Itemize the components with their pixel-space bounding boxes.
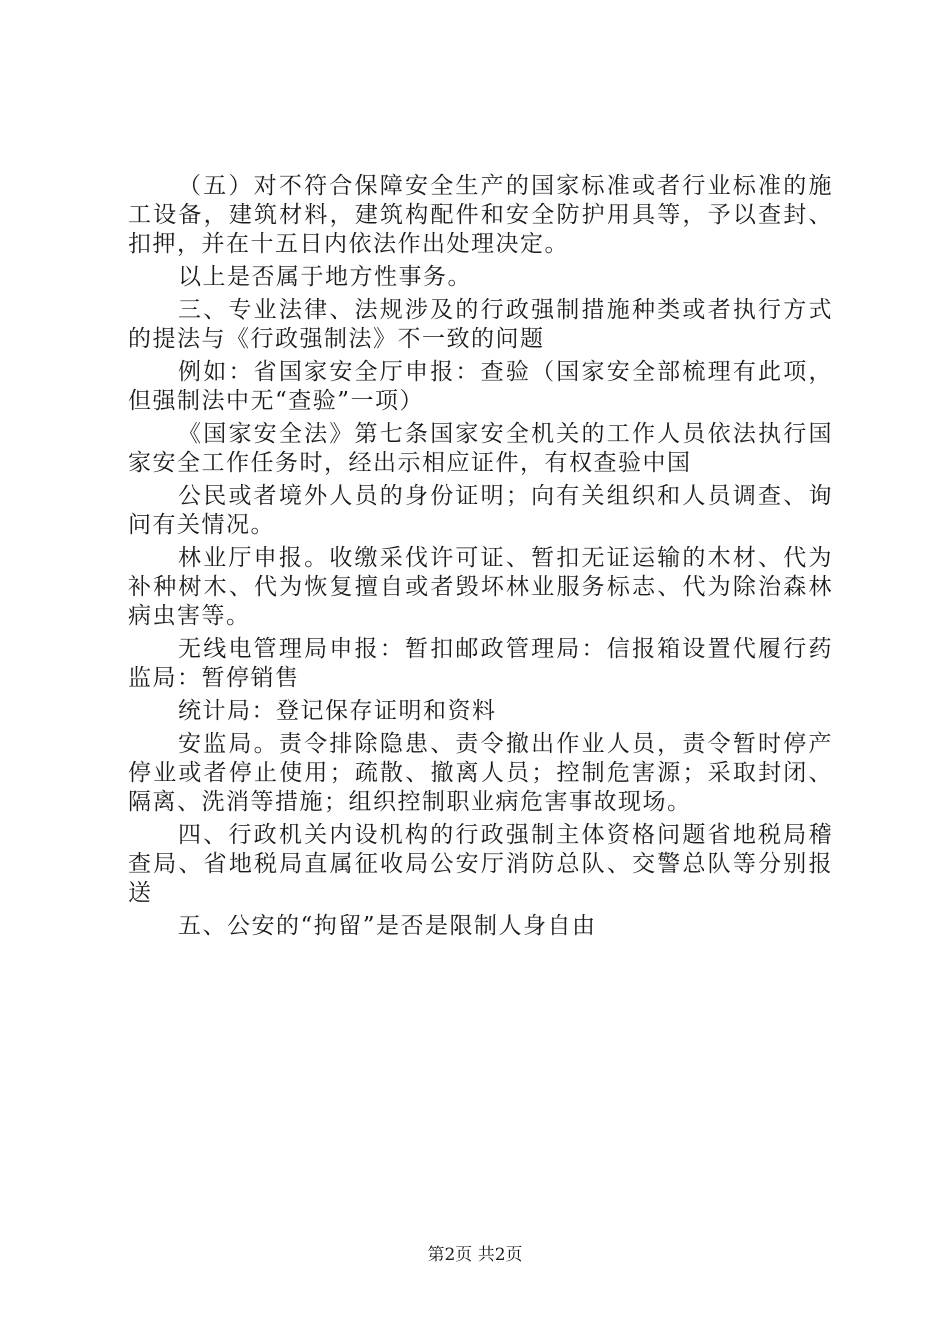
paragraph-8: 无线电管理局申报：暂扣邮政管理局：信报箱设置代履行药监局：暂停销售 xyxy=(128,636,833,691)
paragraph-3: 三、专业法律、法规涉及的行政强制措施种类或者执行方式的提法与《行政强制法》不一致的问题 xyxy=(128,297,833,352)
paragraph-1: （五）对不符合保障安全生产的国家标准或者行业标准的施工设备，建筑材料，建筑构配件和安全防护用具等，予以查封、扣押，并在十五日内依法作出处理决定。 xyxy=(128,173,833,257)
paragraph-4: 例如：省国家安全厅申报：查验（国家安全部梳理有此项，但强制法中无“查验”一项） xyxy=(128,359,833,414)
paragraph-2: 以上是否属于地方性事务。 xyxy=(178,264,472,290)
paragraph-7: 林业厅申报。收缴采伐许可证、暂扣无证运输的木材、代为补种树木、代为恢复擅自或者毁坏林业服务标志、代为除治森林病虫害等。 xyxy=(128,545,833,629)
paragraph-6: 公民或者境外人员的身份证明；向有关组织和人员调查、询问有关情况。 xyxy=(128,483,833,538)
paragraph-11: 四、行政机关内设机构的行政强制主体资格问题省地税局稽查局、省地税局直属征收局公安厅消防总队、交警总队等分别报送 xyxy=(128,822,833,906)
page-footer: 第2页 共2页 xyxy=(427,1245,523,1265)
paragraph-9: 统计局：登记保存证明和资料 xyxy=(178,698,497,724)
document-body xyxy=(128,172,833,945)
paragraph-10: 安监局。责令排除隐患、责令撤出作业人员，责令暂时停产停业或者停止使用；疏散、撤离人员；控制危害源；采取封闭、隔离、洗消等措施；组织控制职业病危害事故现场。 xyxy=(128,731,833,815)
paragraph-12: 五、公安的“拘留”是否是限制人身自由 xyxy=(178,913,597,939)
paragraph-5: 《国家安全法》第七条国家安全机关的工作人员依法执行国家安全工作任务时，经出示相应证件，有权查验中国 xyxy=(128,421,833,476)
